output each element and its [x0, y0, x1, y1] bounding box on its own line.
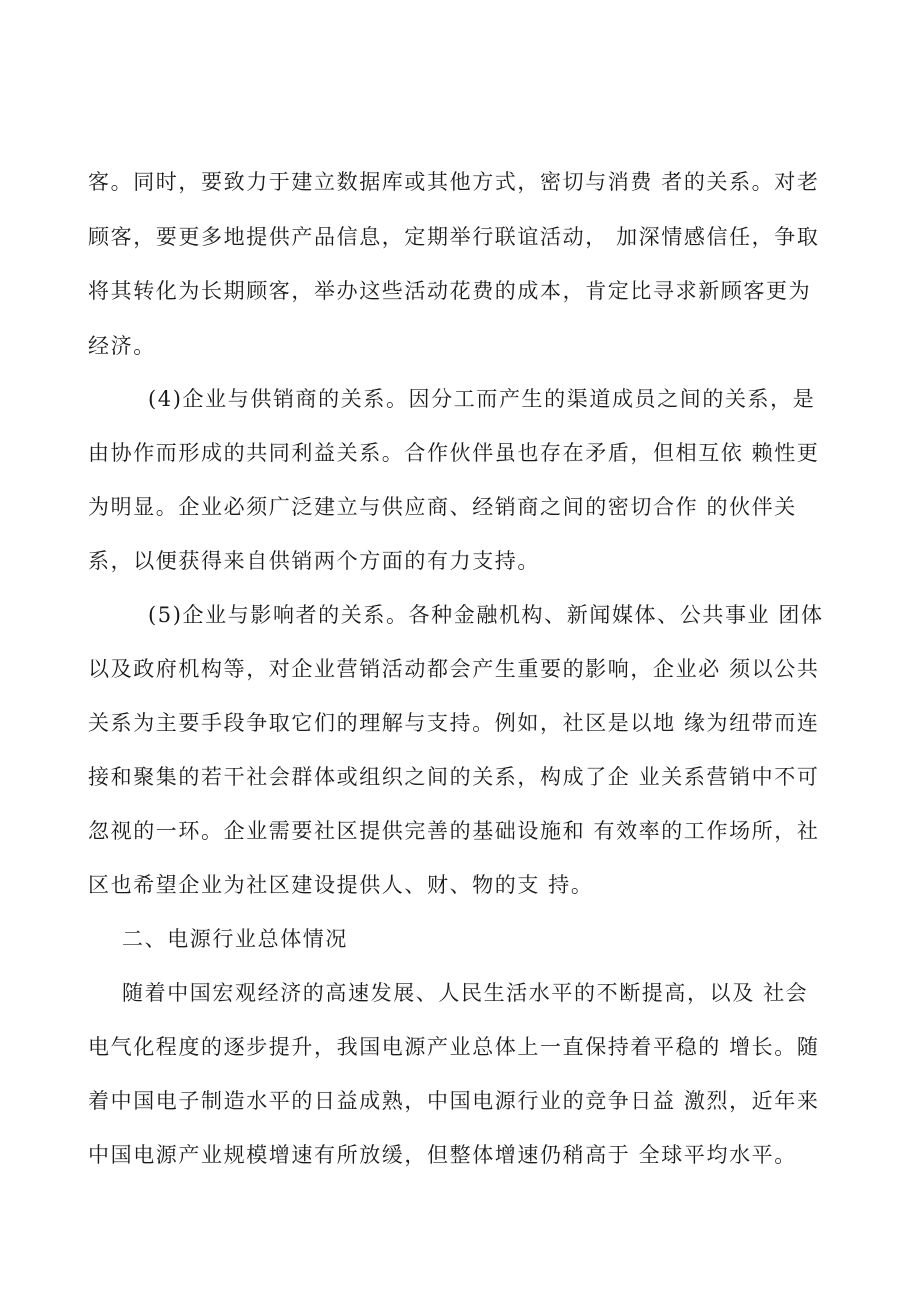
section-heading: 二、电源行业总体情况 — [122, 927, 348, 951]
text-line: 关系为主要手段争取它们的理解与支持。例如，社区是以地 缘为纽带而连 — [88, 711, 820, 735]
text-line: 区也希望企业为社区建设提供人、财、物的支 持。 — [88, 873, 594, 897]
paragraph-first-line: 随着中国宏观经济的高速发展、人民生活水平的不断提高，以及 社会 — [122, 981, 809, 1005]
text-line: 忽视的一环。企业需要社区提供完善的基础设施和 有效率的工作场所，社 — [88, 819, 820, 843]
text-line: 为明显。企业必须广泛建立与供应商、经销商之间的密切合作 的伙伴关 — [88, 495, 797, 519]
text-line: 顾客，要更多地提供产品信息，定期举行联谊活动， 加深情感信任，争取 — [88, 225, 820, 249]
text-line: 接和聚集的若干社会群体或组织之间的关系，构成了企 业关系营销中不可 — [88, 765, 820, 789]
text-line: 客。同时，要致力于建立数据库或其他方式，密切与消费 者的关系。对老 — [88, 170, 820, 194]
paragraph-5-first-line: (5)企业与影响者的关系。各种金融机构、新闻媒体、公共事业 团体 — [148, 603, 824, 627]
text-line: 着中国电子制造水平的日益成熟，中国电源行业的竞争日益 激烈，近年来 — [88, 1089, 820, 1113]
text-line: 经济。 — [88, 334, 156, 358]
paragraph-4-first-line: (4)企业与供销商的关系。因分工而产生的渠道成员之间的关系，是 — [148, 387, 816, 411]
text-line: 由协作而形成的共同利益关系。合作伙伴虽也存在矛盾，但相互依 赖性更 — [88, 441, 820, 465]
text-line: 中国电源产业规模增速有所放缓，但整体增速仍稍高于 全球平均水平。 — [88, 1143, 797, 1167]
text-line: 电气化程度的逐步提升，我国电源产业总体上一直保持着平稳的 增长。随 — [88, 1035, 820, 1059]
text-line: 将其转化为长期顾客，举办这些活动花费的成本，肯定比寻求新顾客更为 — [88, 279, 812, 303]
text-line: 以及政府机构等，对企业营销活动都会产生重要的影响，企业必 须以公共 — [88, 657, 820, 681]
text-line: 系，以便获得来自供销两个方面的有力支持。 — [88, 549, 540, 573]
